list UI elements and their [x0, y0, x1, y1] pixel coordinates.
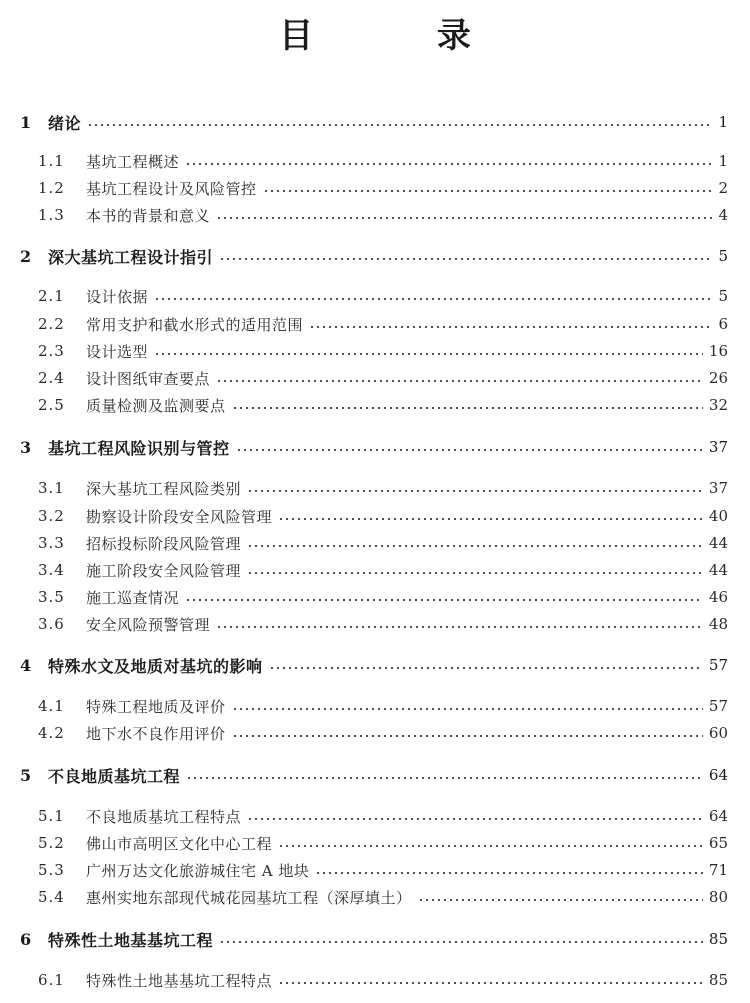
- page-number: 57: [708, 656, 728, 674]
- dot-leader: [247, 545, 703, 547]
- dot-leader: [247, 490, 703, 492]
- toc-section-2-5[interactable]: [0, 391, 750, 419]
- toc-section-3-6[interactable]: [0, 610, 750, 638]
- page-number: 44: [708, 561, 728, 579]
- page-number: 44: [708, 534, 728, 552]
- page-number: 16: [708, 342, 728, 360]
- dot-leader: [216, 380, 703, 382]
- section-number: 4.2: [38, 724, 65, 742]
- page-number: 85: [708, 971, 728, 989]
- toc-section-1-1[interactable]: [0, 147, 750, 175]
- section-number: 3.4: [38, 561, 65, 579]
- dot-leader: [247, 818, 703, 820]
- toc-chapter-5[interactable]: [0, 761, 750, 789]
- toc-section-5-4[interactable]: [0, 883, 750, 911]
- page-number: 57: [708, 697, 728, 715]
- chapter-number: 2: [20, 246, 32, 266]
- section-number: 5.4: [38, 888, 65, 906]
- chapter-title: 不良地质基坑工程: [48, 766, 181, 786]
- section-title: 广州万达文化旅游城住宅 A 地块: [86, 861, 310, 880]
- page-number: 64: [708, 766, 728, 784]
- page-number: 1: [718, 113, 728, 131]
- section-number: 3.1: [38, 479, 65, 497]
- chapter-number: 3: [20, 437, 32, 457]
- page-number: 32: [708, 396, 728, 414]
- chapter-title: 特殊水文及地质对基坑的影响: [48, 656, 263, 676]
- toc-section-1-2[interactable]: [0, 174, 750, 202]
- page-number: 80: [708, 888, 728, 906]
- toc-chapter-4[interactable]: [0, 651, 750, 679]
- dot-leader: [154, 353, 703, 355]
- dot-leader: [232, 708, 703, 710]
- dot-leader: [269, 667, 703, 669]
- toc-section-3-3[interactable]: [0, 529, 750, 557]
- section-title: 深大基坑工程风险类别: [86, 479, 242, 498]
- section-title: 本书的背景和意义: [86, 206, 211, 225]
- section-number: 5.3: [38, 861, 65, 879]
- section-title: 质量检测及监测要点: [86, 396, 226, 415]
- chapter-title: 基坑工程风险识别与管控: [48, 438, 230, 458]
- section-title: 常用支护和截水形式的适用范围: [86, 315, 304, 334]
- toc-section-6-1[interactable]: [0, 966, 750, 994]
- page-number: 37: [708, 479, 728, 497]
- dot-leader: [278, 518, 703, 520]
- section-number: 5.2: [38, 834, 65, 852]
- page-number: 48: [708, 615, 728, 633]
- section-number: 3.3: [38, 534, 65, 552]
- section-title: 设计依据: [86, 287, 149, 306]
- toc-chapter-2[interactable]: [0, 242, 750, 270]
- section-title: 惠州实地东部现代城花园基坑工程（深厚填土）: [86, 888, 412, 907]
- section-number: 2.5: [38, 396, 65, 414]
- page-number: 71: [708, 861, 728, 879]
- dot-leader: [263, 190, 713, 192]
- chapter-number: 5: [20, 765, 32, 785]
- chapter-number: 4: [20, 655, 32, 675]
- toc-section-5-3[interactable]: [0, 856, 750, 884]
- section-number: 1.1: [38, 152, 65, 170]
- dot-leader: [315, 872, 703, 874]
- toc-section-4-1[interactable]: [0, 692, 750, 720]
- section-title: 设计选型: [86, 342, 149, 361]
- page-number: 85: [708, 930, 728, 948]
- page-number: 2: [718, 179, 728, 197]
- chapter-title: 绪论: [48, 113, 82, 133]
- dot-leader: [154, 298, 712, 300]
- page-title: 目 录: [279, 16, 527, 56]
- page-number: 65: [708, 834, 728, 852]
- section-title: 基坑工程设计及风险管控: [86, 179, 257, 198]
- dot-leader: [186, 777, 703, 779]
- dot-leader: [232, 735, 703, 737]
- chapter-title: 深大基坑工程设计指引: [48, 247, 214, 267]
- section-title: 施工阶段安全风险管理: [86, 561, 242, 580]
- section-title: 佛山市高明区文化中心工程: [86, 834, 273, 853]
- page-number: 26: [708, 369, 728, 387]
- chapter-number: 6: [20, 929, 32, 949]
- toc-section-2-3[interactable]: [0, 337, 750, 365]
- dot-leader: [236, 449, 703, 451]
- section-number: 2.4: [38, 369, 65, 387]
- toc-section-3-1[interactable]: [0, 474, 750, 502]
- toc-section-5-2[interactable]: [0, 829, 750, 857]
- chapter-number: 1: [20, 112, 32, 132]
- page-number: 46: [708, 588, 728, 606]
- toc-section-1-3[interactable]: [0, 201, 750, 229]
- dot-leader: [216, 626, 703, 628]
- dot-leader: [418, 899, 703, 901]
- dot-leader: [216, 217, 712, 219]
- toc-chapter-1[interactable]: [0, 108, 750, 136]
- dot-leader: [232, 407, 703, 409]
- page-number: 4: [718, 206, 728, 224]
- toc-section-4-2[interactable]: [0, 719, 750, 747]
- dot-leader: [309, 326, 712, 328]
- toc-section-3-5[interactable]: [0, 583, 750, 611]
- page-number: 6: [718, 315, 728, 333]
- dot-leader: [278, 982, 703, 984]
- toc-section-5-1[interactable]: [0, 802, 750, 830]
- dot-leader: [219, 258, 712, 260]
- toc-section-2-2[interactable]: [0, 310, 750, 338]
- section-title: 施工巡查情况: [86, 588, 180, 607]
- dot-leader: [219, 941, 703, 943]
- page-number: 37: [708, 438, 728, 456]
- dot-leader: [185, 599, 703, 601]
- section-number: 1.3: [38, 206, 65, 224]
- toc-section-2-1[interactable]: [0, 282, 750, 310]
- section-title: 不良地质基坑工程特点: [86, 807, 242, 826]
- page-number: 5: [718, 247, 728, 265]
- toc-section-3-2[interactable]: [0, 502, 750, 530]
- section-number: 4.1: [38, 697, 65, 715]
- page-number: 40: [708, 507, 728, 525]
- toc-section-2-4[interactable]: [0, 364, 750, 392]
- section-number: 3.5: [38, 588, 65, 606]
- toc-chapter-6[interactable]: [0, 925, 750, 953]
- dot-leader: [278, 845, 703, 847]
- section-title: 安全风险预警管理: [86, 615, 211, 634]
- section-title: 招标投标阶段风险管理: [86, 534, 242, 553]
- section-number: 2.2: [38, 315, 65, 333]
- section-title: 基坑工程概述: [86, 152, 180, 171]
- section-title: 特殊性土地基基坑工程特点: [86, 971, 273, 990]
- dot-leader: [87, 124, 712, 126]
- page-number: 60: [708, 724, 728, 742]
- section-number: 2.3: [38, 342, 65, 360]
- section-number: 3.6: [38, 615, 65, 633]
- toc-section-3-4[interactable]: [0, 556, 750, 584]
- section-number: 5.1: [38, 807, 65, 825]
- dot-leader: [247, 572, 703, 574]
- dot-leader: [185, 163, 712, 165]
- section-title: 地下水不良作用评价: [86, 724, 226, 743]
- section-number: 2.1: [38, 287, 65, 305]
- chapter-title: 特殊性土地基基坑工程: [48, 930, 214, 950]
- page-number: 1: [718, 152, 728, 170]
- section-title: 特殊工程地质及评价: [86, 697, 226, 716]
- section-number: 1.2: [38, 179, 65, 197]
- page-number: 64: [708, 807, 728, 825]
- section-title: 勘察设计阶段安全风险管理: [86, 507, 273, 526]
- section-title: 设计图纸审查要点: [86, 369, 211, 388]
- page-number: 5: [718, 287, 728, 305]
- toc-chapter-3[interactable]: [0, 433, 750, 461]
- section-number: 6.1: [38, 971, 65, 989]
- section-number: 3.2: [38, 507, 65, 525]
